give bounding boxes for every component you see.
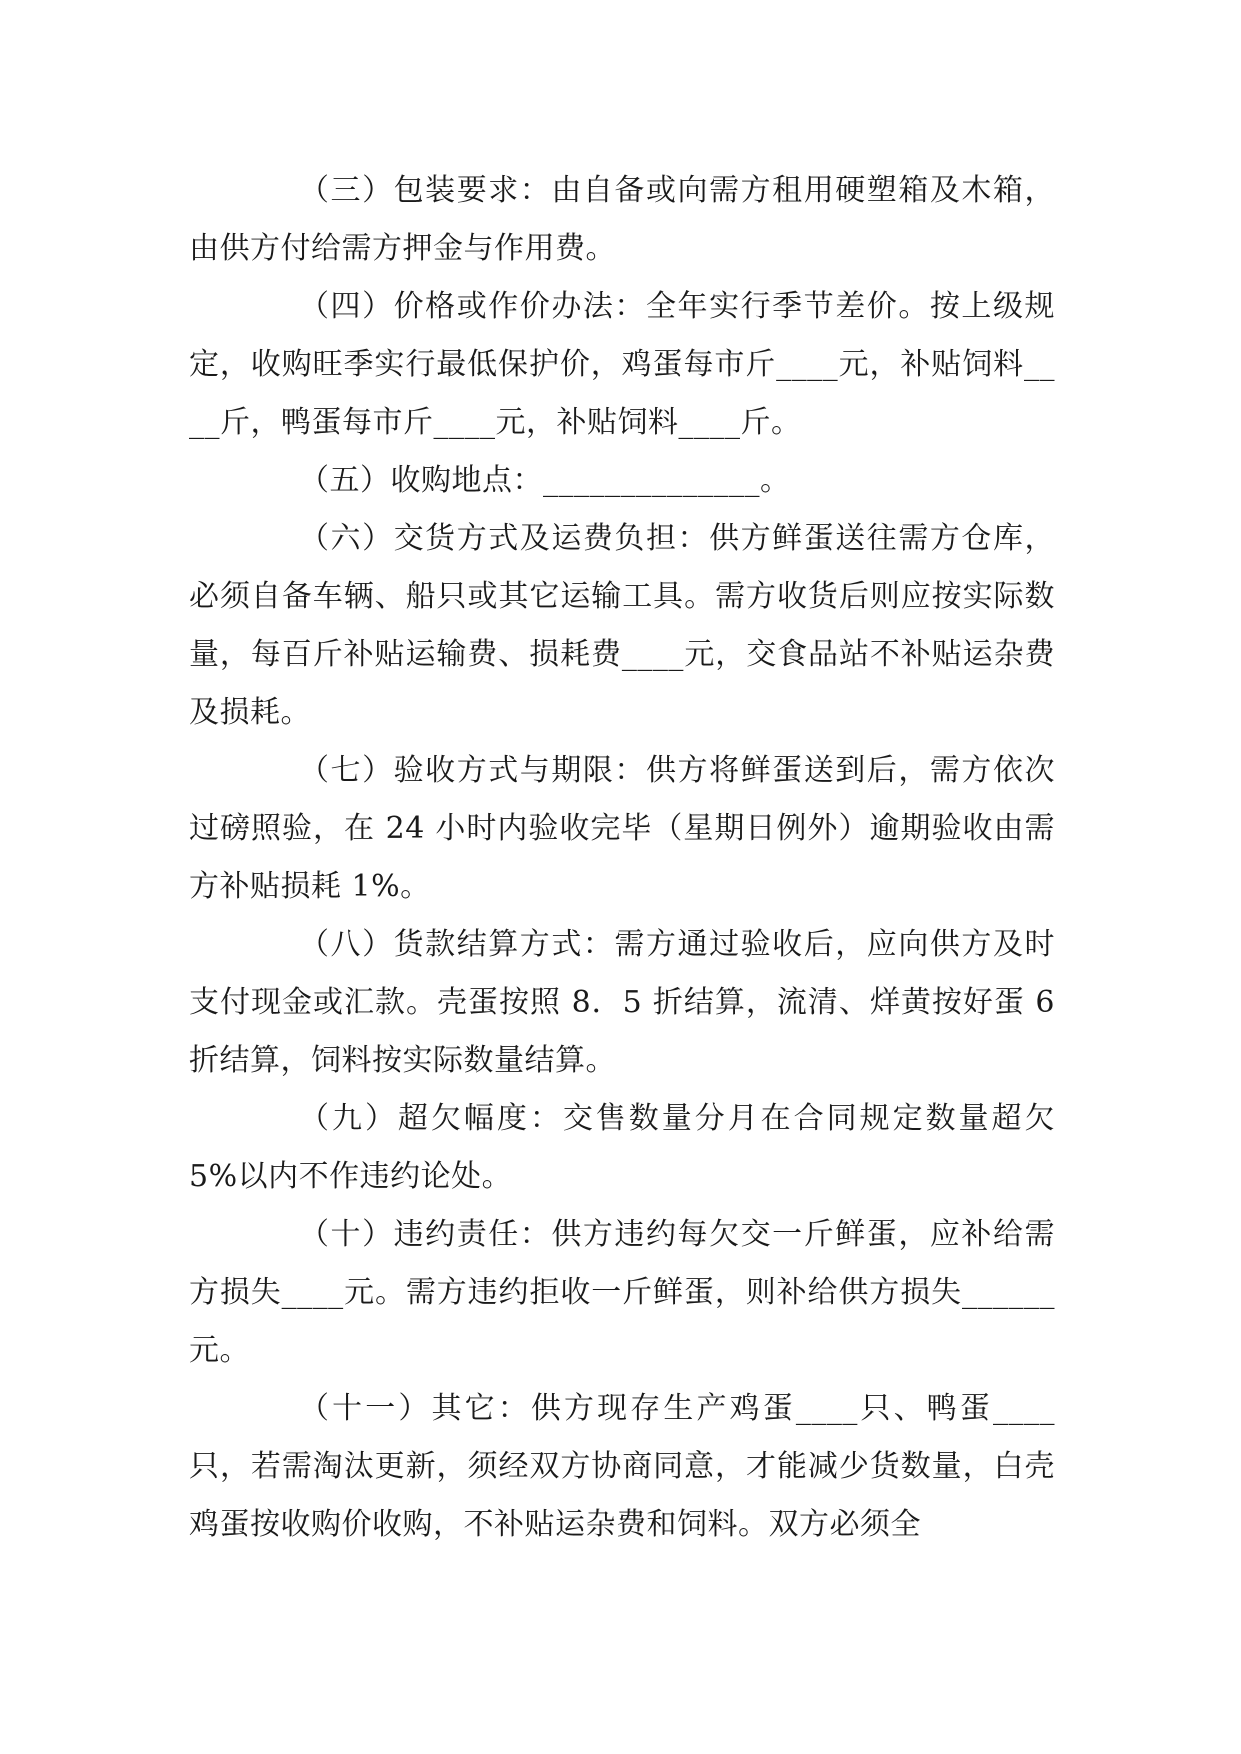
document-body: [189, 162, 1055, 1554]
clause-other: （十一）其它：供方现存生产鸡蛋____只、鸭蛋____只，若需淘汰更新，须经双方协商同意，才能减少货数量，白壳鸡蛋按收购价收购，不补贴运杂费和饲料。双方必须全: [189, 1391, 1055, 1542]
clause-packaging: （三）包装要求：由自备或向需方租用硬塑箱及木箱，由供方付给需方押金与作用费。: [189, 173, 1055, 266]
clause-delivery: （六）交货方式及运费负担：供方鲜蛋送往需方仓库，必须自备车辆、船只或其它运输工具。需方收货后则应按实际数量，每百斤补贴运输费、损耗费____元，交食品站不补贴运杂费及损耗。: [189, 521, 1055, 730]
clause-inspection: （七）验收方式与期限：供方将鲜蛋送到后，需方依次过磅照验，在 24 小时内验收完毕（星期日例外）逾期验收由需方补贴损耗 1%。: [189, 753, 1055, 904]
clause-pricing: （四）价格或作价办法：全年实行季节差价。按上级规定，收购旺季实行最低保护价，鸡蛋每市斤____元，补贴饲料____斤，鸭蛋每市斤____元，补贴饲料____斤。: [189, 289, 1055, 440]
clause-tolerance: （九）超欠幅度：交售数量分月在合同规定数量超欠 5%以内不作违约论处。: [189, 1101, 1055, 1194]
clause-settlement: （八）货款结算方式：需方通过验收后，应向供方及时支付现金或汇款。壳蛋按照 8．5 折结算，流清、烊黄按好蛋 6 折结算，饲料按实际数量结算。: [189, 927, 1055, 1078]
clause-purchase-location: （五）收购地点：______________。: [299, 463, 791, 498]
clause-liability: （十）违约责任：供方违约每欠交一斤鲜蛋，应补给需方损失____元。需方违约拒收一斤鲜蛋，则补给供方损失______元。: [189, 1217, 1055, 1368]
